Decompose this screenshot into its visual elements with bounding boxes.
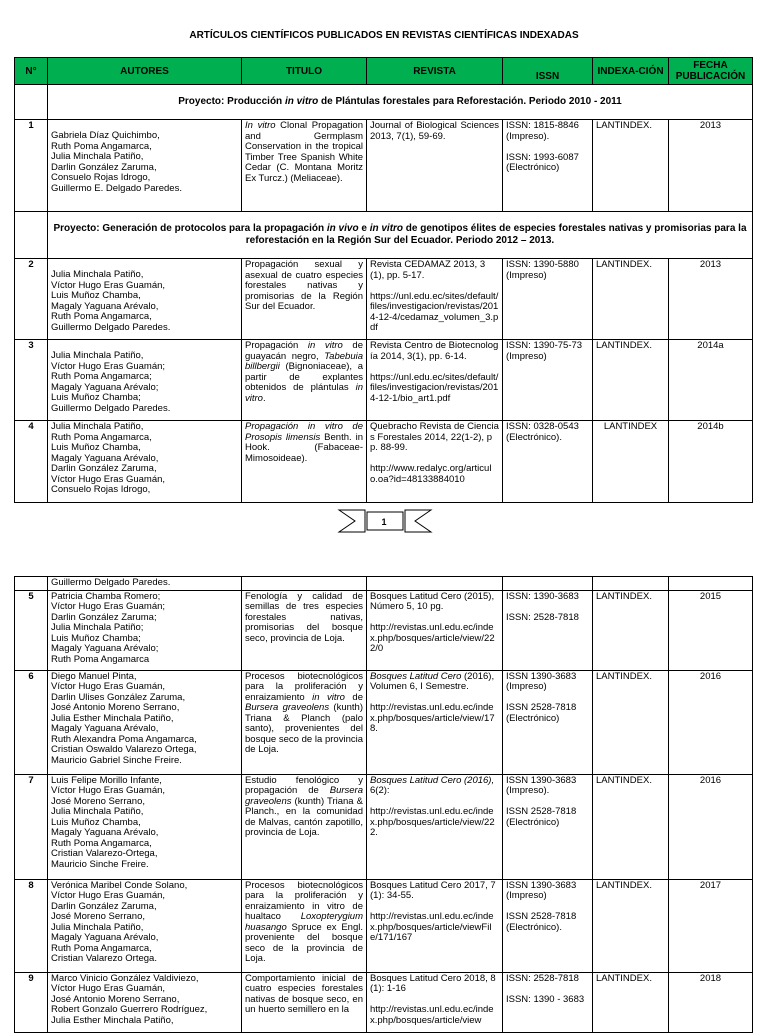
- journal-cell: Bosques Latitud Cero 2017, 7(1): 34-55. http://revistas.unl.edu.ec/index.php/bosques/article/viewFile/171/167: [367, 879, 503, 972]
- page-number: 1: [381, 517, 387, 527]
- project-row: [15, 85, 753, 120]
- date-cell: 2017: [669, 879, 753, 972]
- title-cell: Procesos biotecnológicos para la proliferación y enraizamiento in vitro de Bursera graveolens (kunth) Triana & Planch (palo santo), provenientes del bosque seco de la provincia de Loja.: [242, 670, 367, 774]
- header-num: N°: [15, 58, 48, 85]
- issn-cell: ISSN: 0328-0543 (Electrónico).: [503, 421, 593, 503]
- journal-cell: Quebracho Revista de Ciencias Forestales 2014, 22(1-2), pp. 88-99. http://www.redalyc.org/articulo.oa?id=48133884010: [367, 421, 503, 503]
- journal-cell: Bosques Latitud Cero (2016), Volumen 6, I Semestre. http://revistas.unl.edu.ec/index.php/bosques/article/view/178.: [367, 670, 503, 774]
- date-cell: 2014a: [669, 340, 753, 421]
- date-cell: 2016: [669, 670, 753, 774]
- row-number: 6: [15, 670, 48, 774]
- indexation-cell: [593, 577, 669, 591]
- project-row: [15, 212, 753, 259]
- date-cell: 2013: [669, 120, 753, 212]
- issn-cell: ISSN 1390-3683 (Impreso) ISSN 2528-7818 (Electrónico): [503, 670, 593, 774]
- date-cell: [669, 577, 753, 591]
- journal-cell: Journal of Biological Sciences 2013, 7(1), 59-69.: [367, 120, 503, 212]
- table-row: [15, 340, 753, 421]
- journal-cell: Bosques Latitud Cero (2015), Número 5, 10 pg. http://revistas.unl.edu.ec/index.php/bosques/article/view/222/0: [367, 590, 503, 670]
- header-indexation: INDEXA-CIÓN: [593, 58, 669, 85]
- date-cell: 2015: [669, 590, 753, 670]
- document-title: ARTÍCULOS CIENTÍFICOS PUBLICADOS EN REVISTAS CIENTÍFICAS INDEXADAS: [189, 30, 579, 41]
- row-number: 8: [15, 879, 48, 972]
- indexation-cell: LANTINDEX.: [593, 120, 669, 212]
- journal-cell: Bosques Latitud Cero (2016), 6(2): http://revistas.unl.edu.ec/index.php/bosques/article/view/222.: [367, 774, 503, 879]
- blank-cell: [15, 85, 48, 120]
- authors-cell: Julia Minchala Patiño, Víctor Hugo Eras Guamán, Luis Muñoz Chamba, Magaly Yaguana Arévalo, Ruth Poma Angamarca, Guillermo Delgado Paredes.: [48, 259, 242, 340]
- issn-cell: ISSN: 2528-7818 ISSN: 1390 - 3683: [503, 972, 593, 1032]
- row-number: 7: [15, 774, 48, 879]
- journal-cell: Revista CEDAMAZ 2013, 3(1), pp. 5-17. https://unl.edu.ec/sites/default/files/investigacion/revistas/2014-12-4/cedamaz_volumen_3.pdf: [367, 259, 503, 340]
- issn-cell: ISSN 1390-3683 (Impreso). ISSN 2528-7818 (Electrónico): [503, 774, 593, 879]
- authors-cell: Patricia Chamba Romero; Víctor Hugo Eras Guamán; Darlin González Zaruma; Julia Minchala Patiño; Luis Muñoz Chamba; Magaly Yaguana Arévalo; Ruth Poma Angamarca: [48, 590, 242, 670]
- articles-table-page-2: [14, 576, 753, 1033]
- authors-cell: Verónica Maribel Conde Solano, Víctor Hugo Eras Guamán, Darlin González Zaruma, José Moreno Serrano, Julia Minchala Patiño, Magaly Yaguana Arévalo, Ruth Poma Angamarca, Cristian Valarezo Ortega.: [48, 879, 242, 972]
- title-cell: [242, 577, 367, 591]
- journal-cell: Bosques Latitud Cero 2018, 8(1): 1-16 http://revistas.unl.edu.ec/index.php/bosques/article/view: [367, 972, 503, 1032]
- journal-cell: [367, 577, 503, 591]
- header-issn: ISSN: [503, 58, 593, 85]
- row-number: 4: [15, 421, 48, 503]
- table-row: [15, 879, 753, 972]
- indexation-cell: LANTINDEX.: [593, 259, 669, 340]
- row-number: 3: [15, 340, 48, 421]
- row-number: 9: [15, 972, 48, 1032]
- date-cell: 2016: [669, 774, 753, 879]
- project-2-heading: Proyecto: Generación de protocolos para la propagación in vivo e in vitro de genotipos élites de especies forestales nativas y promisorias para la reforestación en la Región Sur del Ecuador. Periodo 2012 – 2013.: [48, 212, 753, 259]
- indexation-cell: LANTINDEX.: [593, 670, 669, 774]
- indexation-cell: LANTINDEX.: [593, 879, 669, 972]
- row-number: 1: [15, 120, 48, 212]
- indexation-cell: LANTINDEX: [593, 421, 669, 503]
- header-title: TITULO: [242, 58, 367, 85]
- header-authors: AUTORES: [48, 58, 242, 85]
- indexation-cell: LANTINDEX.: [593, 590, 669, 670]
- title-cell: Fenología y calidad de semillas de tres especies forestales nativas, promisorias del bosque seco, provincia de Loja.: [242, 590, 367, 670]
- title-cell: Estudio fenológico y propagación de Bursera graveolens (kunth) Triana & Planch., en la comunidad de Malvas, cantón zapotillo, provincia de Loja.: [242, 774, 367, 879]
- title-cell: Propagación sexual y asexual de cuatro especies forestales nativas y promisorias de la Región Sur del Ecuador.: [242, 259, 367, 340]
- authors-cell: Julia Minchala Patiño, Ruth Poma Angamarca, Luis Muñoz Chamba, Magaly Yaguana Arévalo, Darlin González Zaruma, Víctor Hugo Eras Guamán, Consuelo Rojas Idrogo,: [48, 421, 242, 503]
- blank-cell: [15, 212, 48, 259]
- authors-cell: Gabriela Díaz Quichimbo, Ruth Poma Angamarca, Julia Minchala Patiño, Darlin González Zaruma, Consuelo Rojas Idrogo, Guillermo E. Delgado Paredes.: [48, 120, 242, 212]
- row-number: 5: [15, 590, 48, 670]
- authors-cell: Diego Manuel Pinta, Víctor Hugo Eras Guamán, Darlin Ulises González Zaruma, José Antonio Moreno Serrano, Julia Esther Minchala Patiño, Magaly Yaguana Arévalo, Ruth Alexandra Poma Angamarca, Cristian Oswaldo Valarezo Ortega, Mauricio Gabriel Sinche Freire.: [48, 670, 242, 774]
- project-1-heading: Proyecto: Producción in vitro de Plántulas forestales para Reforestación. Periodo 2010 - 2011: [48, 85, 753, 120]
- issn-cell: ISSN: 1390-5880 (Impreso): [503, 259, 593, 340]
- articles-table-page-1: [14, 57, 753, 503]
- date-cell: 2018: [669, 972, 753, 1032]
- title-cell: Propagación in vitro de guayacán negro, Tabebuia billbergii (Bignoniaceae), a partir de explantes obtenidos de plántulas in vitro.: [242, 340, 367, 421]
- issn-cell: ISSN: 1390-75-73 (Impreso): [503, 340, 593, 421]
- table-row: [15, 590, 753, 670]
- header-journal: REVISTA: [367, 58, 503, 85]
- journal-cell: Revista Centro de Biotecnología 2014, 3(1), pp. 6-14. https://unl.edu.ec/sites/default/files/investigacion/revistas/2014-12-1/bio_art1.pdf: [367, 340, 503, 421]
- indexation-cell: LANTINDEX.: [593, 774, 669, 879]
- indexation-cell: LANTINDEX.: [593, 340, 669, 421]
- title-cell: Propagación in vitro de Prosopis limensis Benth. in Hook. (Fabaceae-Mimosoideae).: [242, 421, 367, 503]
- authors-cell: Guillermo Delgado Paredes.: [48, 577, 242, 591]
- authors-cell: Julia Minchala Patiño, Víctor Hugo Eras Guamán; Ruth Poma Angamarca; Magaly Yaguana Arévalo; Luis Muñoz Chamba; Guillermo Delgado Paredes.: [48, 340, 242, 421]
- row-number: 2: [15, 259, 48, 340]
- table-row: [15, 120, 753, 212]
- table-row: [15, 421, 753, 503]
- table-row: [15, 259, 753, 340]
- row-number: [15, 577, 48, 591]
- title-cell: Comportamiento inicial de cuatro especies forestales nativas de bosque seco, en un huerto semillero en la: [242, 972, 367, 1032]
- title-cell: In vitro Clonal Propagation and Germplasm Conservation in the tropical Timber Tree Spanish White Cedar (C. Montana Moritz Ex Turcz.) (Meliaceae).: [242, 120, 367, 212]
- authors-cell: Marco Vinicio González Valdiviezo, Víctor Hugo Eras Guamán, José Antonio Moreno Serrano, Robert Gonzalo Guerrero Rodríguez, Julia Esther Minchala Patiño,: [48, 972, 242, 1032]
- issn-cell: [503, 577, 593, 591]
- issn-cell: ISSN: 1390-3683 ISSN: 2528-7818: [503, 590, 593, 670]
- date-cell: 2014b: [669, 421, 753, 503]
- header-date: FECHA PUBLICACIÓN: [669, 58, 753, 85]
- authors-cell: Luis Felipe Morillo Infante, Víctor Hugo Eras Guamán, José Moreno Serrano, Julia Minchala Patiño, Luis Muñoz Chamba, Magaly Yaguana Arévalo, Ruth Poma Angamarca, Cristian Valarezo-Ortega, Mauricio Sinche Freire.: [48, 774, 242, 879]
- header-row: [15, 58, 753, 85]
- table-row: [15, 774, 753, 879]
- table-row: [15, 577, 753, 591]
- indexation-cell: LANTINDEX.: [593, 972, 669, 1032]
- table-row: [15, 670, 753, 774]
- issn-cell: ISSN: 1815-8846 (Impreso). ISSN: 1993-6087 (Electrónico): [503, 120, 593, 212]
- title-cell: Procesos biotecnológicos para la proliferación y enraizamiento in vitro de hualtaco Loxopterygium huasango Spruce ex Engl. proveniente del bosque seco de la provincia de Loja.: [242, 879, 367, 972]
- date-cell: 2013: [669, 259, 753, 340]
- table-row: [15, 972, 753, 1032]
- issn-cell: ISSN 1390-3683 (Impreso) ISSN 2528-7818 (Electrónico).: [503, 879, 593, 972]
